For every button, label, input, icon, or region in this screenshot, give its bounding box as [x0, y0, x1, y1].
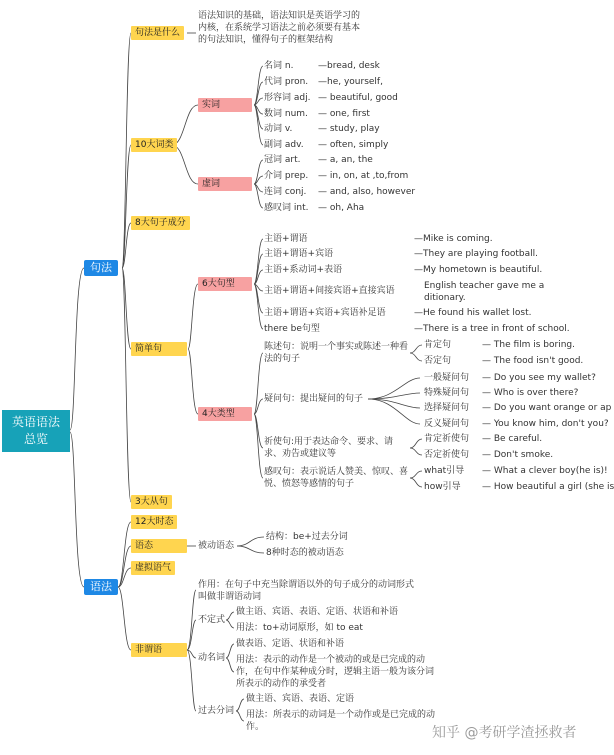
passive-voice: 被动语态 — [198, 541, 235, 551]
content-word-example: — one, first — [318, 109, 370, 119]
gerund-item: 做表语、定语、状语和补语 — [236, 639, 345, 649]
interrogative-example: — Who is over there? — [482, 388, 579, 398]
infinitive-label: 不定式 — [198, 615, 226, 625]
node-ten-word-classes: 10大词类 — [131, 138, 177, 152]
root-title-line2: 总览 — [23, 432, 48, 446]
passive-voice-item: 8种时态的被动语态 — [266, 548, 344, 558]
content-word-example: — often, simply — [318, 140, 389, 150]
exclamatory-example: — How beautiful a girl (she is — [482, 482, 614, 492]
content-word-example: — beautiful, good — [318, 93, 398, 103]
imperative-type: 肯定祈使句 — [424, 434, 470, 444]
sentence-pattern-example: —Mike is coming. — [414, 234, 493, 244]
exclamatory-type: what引导 — [424, 466, 465, 476]
content-word-name: 副词 adv. — [264, 140, 304, 150]
function-word-example: — and, also, however — [318, 187, 416, 197]
content-word-example: — study, play — [318, 124, 380, 134]
node-voice: 语态 — [131, 539, 187, 553]
function-word-example: — in, on, at ,to,from — [318, 171, 409, 181]
node-twelve-tenses: 12大时态 — [131, 515, 177, 529]
declarative-description: 陈述句：说明一个事实或陈述一种看法的句子 — [264, 342, 409, 364]
imperative-example: — Don't smoke. — [482, 450, 554, 460]
imperative-type: 否定祈使句 — [424, 450, 470, 460]
sentence-pattern-example: English teacher gave me a ditionary. — [424, 281, 545, 303]
content-word-example: —bread, desk — [318, 61, 380, 71]
content-word-name: 代词 pron. — [264, 77, 309, 87]
sentence-pattern-name: 主语+谓语+宾语+宾语补足语 — [264, 308, 386, 318]
infinitive-item: 用法：to+动词原形，如 to eat — [236, 623, 363, 633]
gerund-item: 用法：表示的动作是一个被动的或是已完成的动作，在句中作某种成分时，逻辑主语一般为该分词所表示的动作的承受者 — [236, 655, 435, 689]
node-simple-sentence: 简单句 — [131, 342, 187, 356]
node-nonfinite: 非谓语 — [131, 643, 187, 657]
imperative-description: 祈使句:用于表达命令、要求、请求、劝告或建议等 — [264, 437, 394, 459]
function-word-name: 连词 conj. — [264, 187, 307, 197]
gerund-label: 动名词 — [198, 653, 226, 663]
content-word-name: 名词 n. — [264, 61, 294, 71]
sentence-pattern-name: 主语+谓语+宾语 — [264, 249, 334, 259]
exclamatory-description: 感叹句：表示说话人赞美、惊叹、喜悦、愤怒等感情的句子 — [264, 467, 409, 489]
function-word-example: — a, an, the — [318, 155, 373, 165]
sentence-pattern-name: 主语+系动词+表语 — [264, 265, 343, 275]
interrogative-description: 疑问句：提出疑问的句子 — [264, 394, 364, 404]
infinitive-item: 做主语、宾语、表语、定语、状语和补语 — [236, 607, 399, 617]
sentence-pattern-example: —There is a tree in front of school. — [414, 324, 570, 334]
interrogative-example: — Do you see my wallet? — [482, 373, 596, 383]
interrogative-type: 一般疑问句 — [424, 373, 470, 383]
sentence-pattern-name: 主语+谓语 — [264, 234, 308, 244]
function-word-name: 感叹词 int. — [264, 203, 309, 213]
interrogative-example: — Do you want orange or ap — [482, 403, 612, 413]
declarative-type: 肯定句 — [424, 340, 452, 350]
declarative-example: — The food isn't good. — [482, 356, 584, 366]
sentence-pattern-example: —He found his wallet lost. — [414, 308, 532, 318]
past-participle-item: 做主语、宾语、表语、定语 — [246, 694, 355, 704]
content-word-name: 动词 v. — [264, 124, 293, 134]
content-word-example: —he, yourself, — [318, 77, 383, 87]
node-subjunctive: 虚拟语气 — [131, 561, 175, 575]
root-title-line1: 英语语法 — [11, 415, 60, 429]
content-word-name: 数词 num. — [264, 109, 308, 119]
exclamatory-example: — What a clever boy(he is)! — [482, 466, 608, 476]
content-word-name: 形容词 adj. — [264, 93, 311, 103]
syntax-what-description: 语法知识的基础，语法知识是英语学习的内核，在系统学习语法之前必须要有基本的句法知识，懂得句子的框架结构 — [198, 11, 361, 45]
function-word-example: — oh, Aha — [318, 203, 365, 213]
watermark: 知乎 @考研学渣拯救者 — [432, 725, 577, 741]
node-six-sentence-patterns: 6大句型 — [198, 277, 252, 291]
past-participle-item: 用法：所表示的动词是一个动作或是已完成的动作。 — [246, 710, 436, 732]
sentence-pattern-name: 主语+谓语+间接宾语+直接宾语 — [264, 286, 395, 296]
node-three-clauses: 3大从句 — [131, 495, 172, 509]
exclamatory-type: how引导 — [424, 482, 461, 492]
nonfinite-intro: 作用：在句子中充当除谓语以外的句子成分的动词形式叫做非谓语动词 — [198, 580, 415, 602]
sentence-pattern-example: —My hometown is beautiful. — [414, 265, 543, 275]
passive-voice-item: 结构：be+过去分词 — [266, 532, 348, 542]
sentence-pattern-example: —They are playing football. — [414, 249, 538, 259]
node-eight-sentence-parts: 8大句子成分 — [131, 216, 190, 230]
declarative-example: — The film is boring. — [482, 340, 576, 350]
node-grammar: 语法 — [84, 579, 118, 595]
interrogative-example: — You know him, don't you? — [482, 419, 609, 429]
node-content-words: 实词 — [198, 98, 252, 112]
node-four-sentence-types: 4大类型 — [198, 407, 252, 421]
interrogative-type: 反义疑问句 — [424, 419, 470, 429]
root-node — [2, 410, 70, 452]
function-word-name: 介词 prep. — [264, 171, 309, 181]
node-syntax-what: 句法是什么 — [131, 26, 184, 40]
interrogative-type: 特殊疑问句 — [424, 388, 470, 398]
function-word-name: 冠词 art. — [264, 155, 301, 165]
imperative-example: — Be careful. — [482, 434, 543, 444]
declarative-type: 否定句 — [424, 356, 452, 366]
node-syntax: 句法 — [84, 260, 118, 276]
node-function-words: 虚词 — [198, 177, 252, 191]
sentence-pattern-name: there be句型 — [264, 324, 320, 334]
interrogative-type: 选择疑问句 — [424, 403, 470, 413]
past-participle-label: 过去分词 — [198, 706, 235, 716]
